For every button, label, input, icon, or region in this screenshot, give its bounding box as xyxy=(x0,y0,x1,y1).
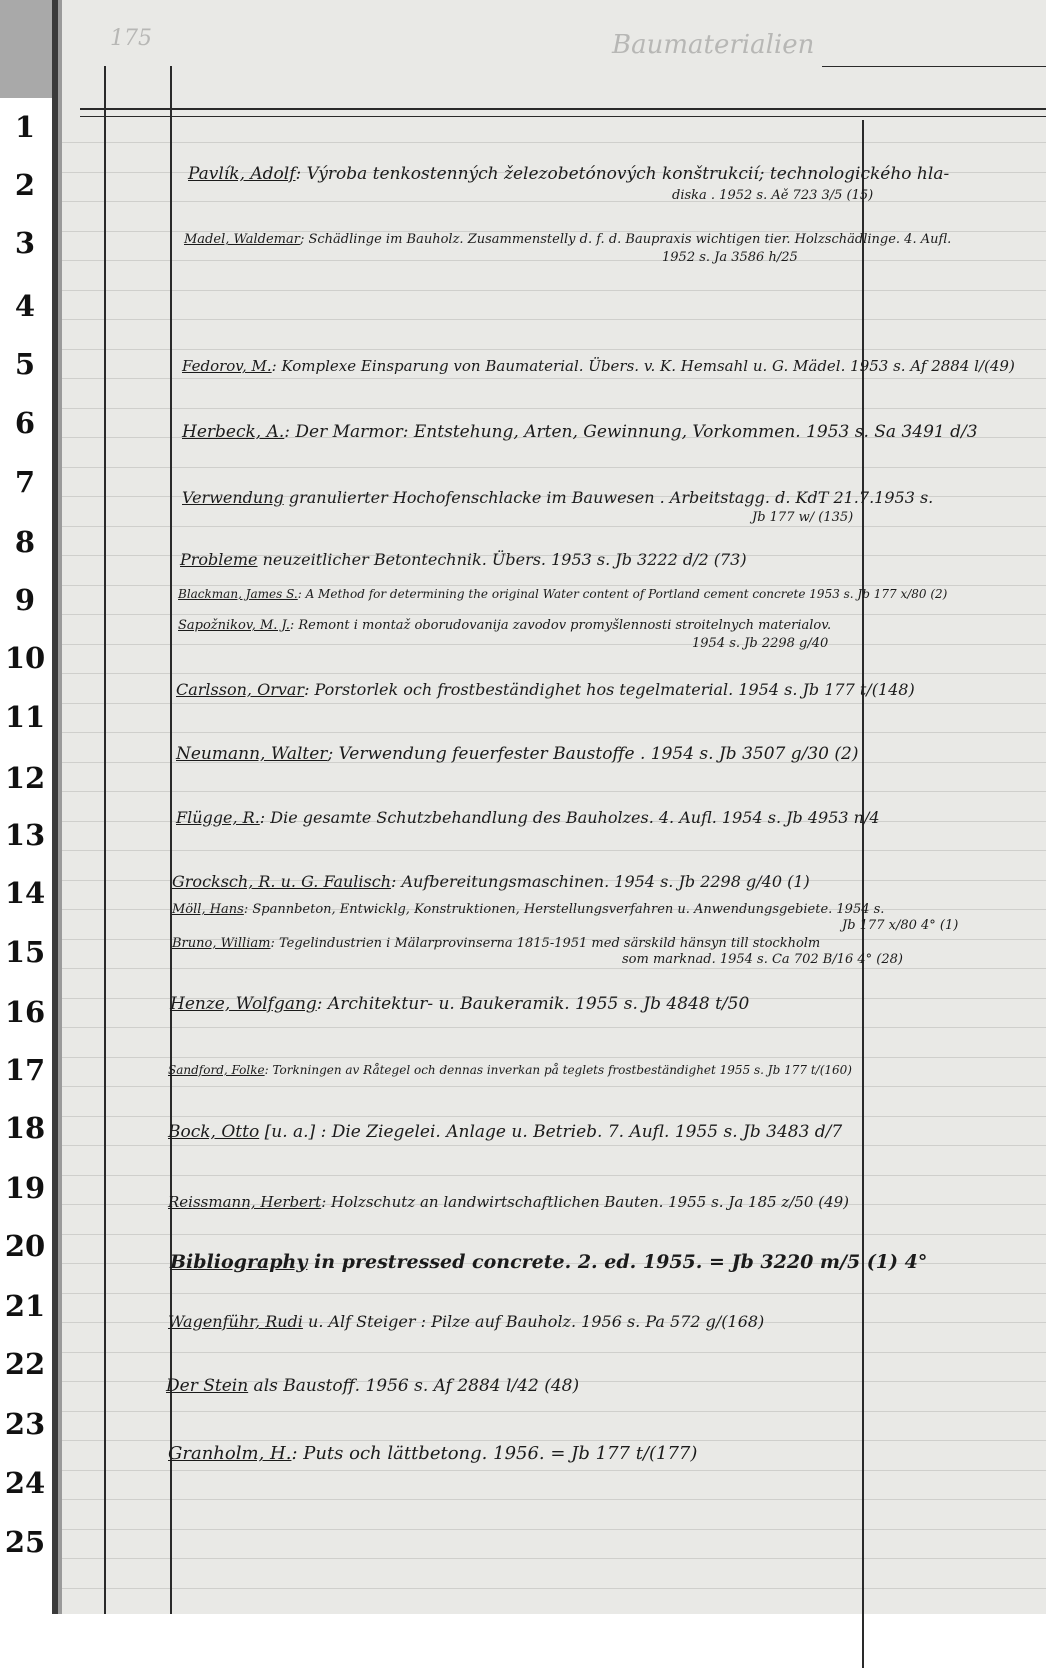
ruled-line xyxy=(62,1175,1046,1176)
catalog-entry: Sapožnikov, M. J.: Remont i montaž oborudovanija zavodov promyšlennosti stroitelnych materialov. xyxy=(178,618,832,633)
ruled-line xyxy=(62,526,1046,527)
ruled-line xyxy=(62,1588,1046,1589)
catalog-entry: Bibliography in prestressed concrete. 2. ed. 1955. = Jb 3220 m/5 (1) 4° xyxy=(170,1251,928,1273)
line-number: 6 xyxy=(14,406,36,440)
catalog-entry-continuation: 1954 s. Jb 2298 g/40 xyxy=(692,636,829,651)
header-rule-bottom xyxy=(80,116,1046,117)
line-number: 14 xyxy=(4,876,46,910)
ruled-line xyxy=(62,850,1046,851)
ruled-line xyxy=(62,703,1046,704)
catalog-entry: Wagenführ, Rudi u. Alf Steiger : Pilze auf Bauholz. 1956 s. Pa 572 g/(168) xyxy=(168,1312,765,1331)
ruled-line xyxy=(62,378,1046,379)
ruled-line xyxy=(62,732,1046,733)
line-number: 24 xyxy=(4,1466,46,1500)
line-number: 7 xyxy=(14,465,36,499)
ruled-line xyxy=(62,319,1046,320)
line-number: 16 xyxy=(4,995,46,1029)
ruled-line xyxy=(62,142,1046,143)
catalog-entry: Der Stein als Baustoff. 1956 s. Af 2884 l/42 (48) xyxy=(166,1376,580,1396)
catalog-entry: Granholm, H.: Puts och lättbetong. 1956. = Jb 177 t/(177) xyxy=(168,1443,698,1464)
ruled-line xyxy=(62,1558,1046,1559)
catalog-entry-continuation: Jb 177 x/80 4° (1) xyxy=(842,918,959,933)
line-number: 3 xyxy=(14,226,36,260)
ruled-line xyxy=(62,1440,1046,1441)
ruled-line xyxy=(62,1293,1046,1294)
page-binding-shadow xyxy=(58,0,62,1614)
line-number: 12 xyxy=(4,761,46,795)
catalog-entry-continuation: diska . 1952 s. Aě 723 3/5 (15) xyxy=(672,188,874,203)
ruled-line xyxy=(62,1499,1046,1500)
ruled-line xyxy=(62,644,1046,645)
catalog-entry: Blackman, James S.: A Method for determining the original Water content of Portland cement concrete 1953 s. Jb 177 x/80 (2) xyxy=(178,587,948,601)
line-number: 20 xyxy=(4,1229,46,1263)
ruled-line xyxy=(62,349,1046,350)
ruled-line xyxy=(62,1470,1046,1471)
ruled-line xyxy=(62,1411,1046,1412)
header-rule-top xyxy=(80,108,1046,110)
ruled-line xyxy=(62,1234,1046,1235)
catalog-entry: Herbeck, A.: Der Marmor: Entstehung, Arten, Gewinnung, Vorkommen. 1953 s. Sa 3491 d/3 xyxy=(182,422,978,442)
catalog-entry: Bock, Otto [u. a.] : Die Ziegelei. Anlage u. Betrieb. 7. Aufl. 1955 s. Jb 3483 d/7 xyxy=(168,1122,843,1142)
line-number: 2 xyxy=(14,168,36,202)
ruled-line xyxy=(62,1145,1046,1146)
ruled-line xyxy=(62,260,1046,261)
ruled-line xyxy=(62,1529,1046,1530)
line-number: 21 xyxy=(4,1289,46,1323)
line-number: 5 xyxy=(14,347,36,381)
line-number: 8 xyxy=(14,525,36,559)
ruled-line xyxy=(62,408,1046,409)
line-number: 13 xyxy=(4,818,46,852)
ruled-line xyxy=(62,201,1046,202)
catalog-entry-continuation: 1952 s. Ja 3586 h/25 xyxy=(662,250,798,265)
catalog-entry-continuation: Jb 177 w/ (135) xyxy=(752,510,854,525)
ruled-line xyxy=(62,614,1046,615)
line-number: 15 xyxy=(4,935,46,969)
catalog-entry: Möll, Hans: Spannbeton, Entwicklg, Konstruktionen, Herstellungsverfahren u. Anwendungsgebiete. 1954 s. xyxy=(172,902,885,917)
gutter-corner-block xyxy=(0,0,58,98)
ruled-line xyxy=(62,673,1046,674)
catalog-entry: Pavlík, Adolf: Výroba tenkostenných železobetónových konštrukcií; technologického hla- xyxy=(188,164,950,184)
line-number-gutter xyxy=(0,0,52,1614)
catalog-entry: Carlsson, Orvar: Porstorlek och frostbeständighet hos tegelmaterial. 1954 s. Jb 177 t/(148) xyxy=(176,680,915,699)
catalog-entry: Henze, Wolfgang: Architektur- u. Baukeramik. 1955 s. Jb 4848 t/50 xyxy=(170,994,750,1014)
catalog-entry: Grocksch, R. u. G. Faulisch: Aufbereitungsmaschinen. 1954 s. Jb 2298 g/40 (1) xyxy=(172,872,810,891)
line-number: 23 xyxy=(4,1407,46,1441)
catalog-entry: Flügge, R.: Die gesamte Schutzbehandlung des Bauholzes. 4. Aufl. 1954 s. Jb 4953 n/4 xyxy=(176,808,880,827)
ledger-page xyxy=(52,0,1046,1614)
line-number: 9 xyxy=(14,583,36,617)
catalog-entry: Madel, Waldemar; Schädlinge im Bauholz. Zusammenstelly d. f. d. Baupraxis wichtigen tier. Holzschädlinge. 4. Aufl. xyxy=(184,232,952,247)
catalog-entry: Neumann, Walter; Verwendung feuerfester Baustoffe . 1954 s. Jb 3507 g/30 (2) xyxy=(176,744,859,764)
left-margin-line xyxy=(104,66,106,1614)
page-number-faint: 175 xyxy=(110,26,152,51)
line-number: 1 xyxy=(14,110,36,144)
catalog-entry: Bruno, William: Tegelindustrien i Mälarprovinserna 1815-1951 med särskild hänsyn till stockholm xyxy=(172,936,821,951)
ruled-line xyxy=(62,968,1046,969)
ruled-line xyxy=(62,1086,1046,1087)
ruled-line xyxy=(62,1352,1046,1353)
ruled-line xyxy=(62,290,1046,291)
line-number: 4 xyxy=(14,289,36,323)
catalog-entry-continuation: som marknad. 1954 s. Ca 702 B/16 4° (28) xyxy=(622,952,903,967)
line-number: 10 xyxy=(4,641,46,675)
ruled-line xyxy=(62,467,1046,468)
line-number: 19 xyxy=(4,1171,46,1205)
line-number: 18 xyxy=(4,1111,46,1145)
catalog-entry: Probleme neuzeitlicher Betontechnik. Übers. 1953 s. Jb 3222 d/2 (73) xyxy=(180,550,747,569)
ruled-line xyxy=(62,1027,1046,1028)
line-number: 11 xyxy=(4,700,46,734)
ruled-line xyxy=(62,791,1046,792)
line-number: 25 xyxy=(4,1525,46,1559)
line-number: 17 xyxy=(4,1053,46,1087)
catalog-entry: Sandford, Folke: Torkningen av Råtegel och dennas inverkan på teglets frostbeständighet 1955 s. Jb 177 t/(160) xyxy=(168,1063,852,1077)
catalog-entry: Verwendung granulierter Hochofenschlacke im Bauwesen . Arbeitstagg. d. KdT 21.7.1953 s. xyxy=(182,488,934,507)
ruled-line xyxy=(62,1116,1046,1117)
line-number: 22 xyxy=(4,1347,46,1381)
title-rule xyxy=(822,66,1046,67)
catalog-entry: Fedorov, M.: Komplexe Einsparung von Baumaterial. Übers. v. K. Hemsahl u. G. Mädel. 1953 s. Af 2884 l/(49) xyxy=(182,357,1015,375)
right-column-line xyxy=(862,120,864,1668)
ruled-line xyxy=(62,1057,1046,1058)
catalog-entry: Reissmann, Herbert: Holzschutz an landwirtschaftlichen Bauten. 1955 s. Ja 185 z/50 (49) xyxy=(168,1193,850,1211)
page-title-faint: Baumaterialien xyxy=(612,30,815,60)
